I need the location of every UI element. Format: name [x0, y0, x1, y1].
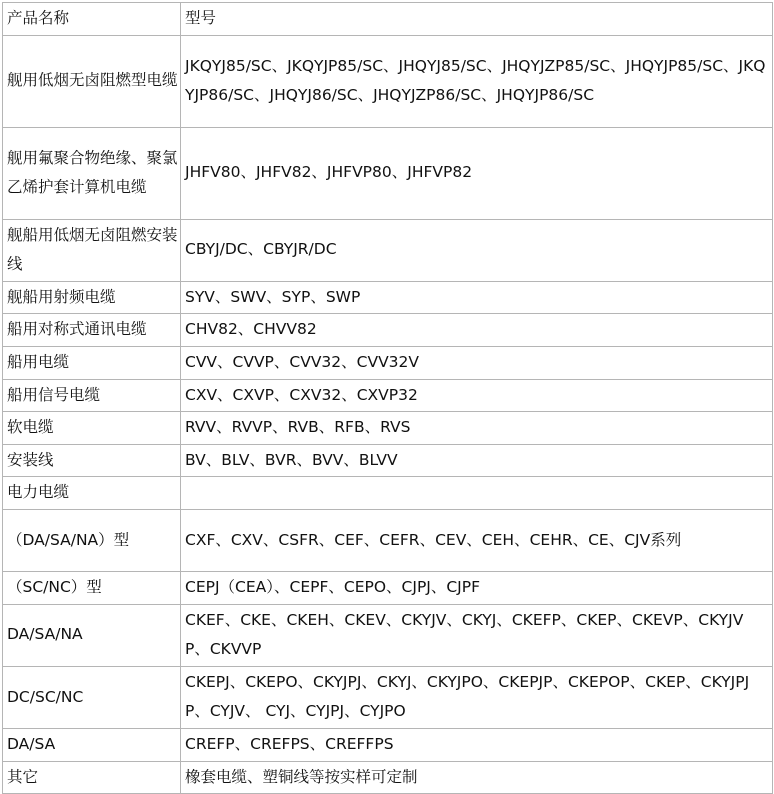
product-name-cell: 舰用低烟无卤阻燃型电缆 — [3, 35, 181, 127]
product-name-cell: DA/SA — [3, 728, 181, 761]
product-name-cell: 船用信号电缆 — [3, 379, 181, 412]
model-cell: CVV、CVVP、CVV32、CVV32V — [181, 346, 773, 379]
table-row — [3, 571, 773, 604]
product-name-cell: （DA/SA/NA）型 — [3, 509, 181, 571]
model-cell: 橡套电缆、塑铜线等按实样可定制 — [181, 761, 773, 794]
table-row — [3, 666, 773, 728]
product-name-cell: DC/SC/NC — [3, 666, 181, 728]
product-name-cell: 软电缆 — [3, 412, 181, 445]
model-cell: CBYJ/DC、CBYJR/DC — [181, 219, 773, 281]
product-name-cell: 船用电缆 — [3, 346, 181, 379]
model-cell: CEPJ（CEA）、CEPF、CEPO、CJPJ、CJPF — [181, 571, 773, 604]
model-cell: SYV、SWV、SYP、SWP — [181, 281, 773, 314]
model-cell: CHV82、CHVV82 — [181, 314, 773, 347]
table-row — [3, 35, 773, 127]
product-name-cell: 电力电缆 — [3, 477, 181, 510]
product-name-cell: 船用对称式通讯电缆 — [3, 314, 181, 347]
model-cell: RVV、RVVP、RVB、RFB、RVS — [181, 412, 773, 445]
table-row — [3, 314, 773, 347]
product-name-cell: 舰船用射频电缆 — [3, 281, 181, 314]
table-header-row — [3, 3, 773, 36]
product-name-cell: 其它 — [3, 761, 181, 794]
table-row — [3, 346, 773, 379]
model-cell — [181, 477, 773, 510]
header-model: 型号 — [181, 3, 773, 36]
model-cell: CXV、CXVP、CXV32、CXVP32 — [181, 379, 773, 412]
table-row — [3, 477, 773, 510]
table-row — [3, 509, 773, 571]
table-row — [3, 127, 773, 219]
product-name-cell: 舰船用低烟无卤阻燃安装线 — [3, 219, 181, 281]
table-row — [3, 379, 773, 412]
product-name-cell: DA/SA/NA — [3, 604, 181, 666]
product-name-cell: 安装线 — [3, 444, 181, 477]
model-cell: CXF、CXV、CSFR、CEF、CEFR、CEV、CEH、CEHR、CE、CJV系列 — [181, 509, 773, 571]
product-name-cell: 舰用氟聚合物绝缘、聚氯乙烯护套计算机电缆 — [3, 127, 181, 219]
table-row — [3, 281, 773, 314]
product-name-cell: （SC/NC）型 — [3, 571, 181, 604]
model-cell: CKEPJ、CKEPO、CKYJPJ、CKYJ、CKYJPO、CKEPJP、CKEPOP、CKEP、CKYJPJP、CYJV、 CYJ、CYJPJ、CYJPO — [181, 666, 773, 728]
model-cell: CREFP、CREFPS、CREFFPS — [181, 728, 773, 761]
table-row — [3, 219, 773, 281]
product-model-table — [2, 2, 773, 794]
model-cell: JKQYJ85/SC、JKQYJP85/SC、JHQYJ85/SC、JHQYJZP85/SC、JHQYJP85/SC、JKQYJP86/SC、JHQYJ86/SC、JHQYJZP86/SC、JHQYJP86/SC — [181, 35, 773, 127]
model-cell: BV、BLV、BVR、BVV、BLVV — [181, 444, 773, 477]
model-cell: CKEF、CKE、CKEH、CKEV、CKYJV、CKYJ、CKEFP、CKEP、CKEVP、CKYJVP、CKVVP — [181, 604, 773, 666]
model-cell: JHFV80、JHFV82、JHFVP80、JHFVP82 — [181, 127, 773, 219]
table-row — [3, 444, 773, 477]
table-row — [3, 412, 773, 445]
header-product-name: 产品名称 — [3, 3, 181, 36]
table-row — [3, 604, 773, 666]
table-row — [3, 728, 773, 761]
table-row — [3, 761, 773, 794]
